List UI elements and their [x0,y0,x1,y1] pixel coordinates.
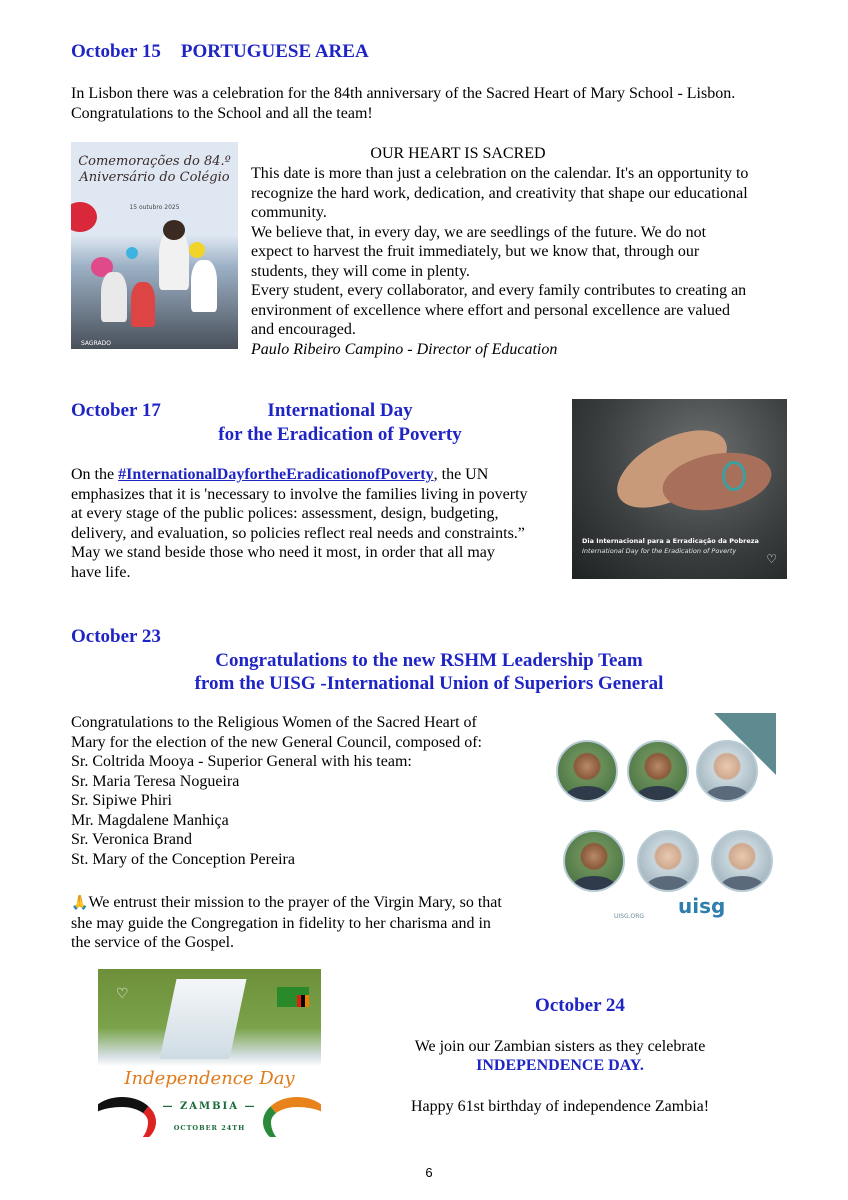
sec1-line: This date is more than just a celebration on the calendar. It's an opportunity to [251,165,749,182]
sec1-line: Every student, every collaborator, and every family contributes to creating an [251,282,747,299]
poverty-caption-en: International Day for the Eradication of Poverty [582,547,737,555]
sagrado-logo: SAGRADO [81,340,111,347]
portrait-6 [711,830,773,892]
sec2-title-1: International Day [267,400,413,421]
prayer-line: the service of the Gospel. [71,934,235,951]
victoria-falls [159,979,246,1059]
sec2-line: emphasizes that it is 'necessary to involve the families living in poverty [71,485,528,503]
child-figure-2 [191,260,217,312]
sec1-line: students, they will come in plenty. [251,262,470,280]
sec1-title: PORTUGUESE AREA [180,41,369,62]
sec2-date: October 17 [71,400,161,421]
on-the-text: On the [71,466,119,483]
council-member: Sr. Sipiwe Phiri [71,792,172,809]
sec1-line: expect to harvest the fruit immediately, but we know that, through our [251,243,700,260]
child-head [163,220,185,240]
zambia-image-date: OCTOBER 24TH [173,1124,246,1132]
sec3-line: Sr. Coltrida Mooya - Superior General with his team: [71,753,412,770]
poverty-caption-pt: Dia Internacional para a Erradicação da Pobreza [582,537,759,545]
sec2-title-2: for the Eradication of Poverty [218,424,462,445]
sec4-date: October 24 [535,995,625,1016]
sec2-line-1 [71,465,566,485]
zambia-image-title: Independence Day [124,1068,295,1089]
prayer-paragraph [71,893,541,953]
sec3-title-1: Congratulations to the new RSHM Leadership Team [215,650,643,671]
sec4-line-1: We join our Zambian sisters as they celebrate [414,1038,706,1055]
council-member: Sr. Veronica Brand [71,831,193,848]
portrait-4 [563,830,625,892]
zambia-image-country: — ZAMBIA — [162,1101,257,1112]
sec1-line: and encouraged. [251,321,356,338]
portrait-3 [696,740,758,802]
sec2-line: May we stand beside those who need it most, in order that all may [71,544,495,561]
signature: Paulo Ribeiro Campino - Director of Education [251,340,558,358]
sec1-line: recognize the hard work, dedication, and creativity that shape our educational [251,184,748,202]
sec4-line-3: Happy 61st birthday of independence Zambia! [410,1098,710,1115]
zambia-flag-icon [277,987,309,1007]
sec3-body [71,713,541,869]
poverty-hashtag-link[interactable]: #InternationalDayfortheEradicationofPoverty [118,466,434,483]
prayer-line: she may guide the Congregation in fidelity to her charisma and in [71,914,491,932]
child-figure-4 [131,282,155,327]
poverty-day-image [572,399,787,579]
school-image-date: 15 outubro 2025 [129,204,180,211]
sec2-line: delivery, and evaluation, so policies reflect real needs and constraints.” [71,524,525,542]
uisg-logo: uisg [678,894,726,918]
praying-hands-icon: 🙏 [71,896,89,911]
child-figure-3 [101,272,127,322]
council-member: Sr. Maria Teresa Nogueira [71,772,240,790]
pompom-yellow [189,242,205,258]
sec1-line: We believe that, in every day, we are seedlings of the future. We do not [251,223,707,241]
school-image-title-2: Aniversário do Colégio [79,170,230,185]
sec2-body [71,465,566,582]
prayer-text: We entrust their mission to the prayer of the Virgin Mary, so that [88,894,502,911]
sec1-intro-1: In Lisbon there was a celebration for the 84th anniversary of the Sacred Heart of Mary School - Lisbon. [71,85,736,102]
sec1-body [251,164,796,359]
sec1-intro-2: Congratulations to the School and all the team! [71,105,373,122]
pompom-blue [126,247,138,259]
sec1-heading [71,42,369,62]
zambia-independence-image [98,969,321,1137]
sec1-line: environment of excellence where effort and personal excellence are valued [251,301,731,319]
portrait-2 [627,740,689,802]
sec2-line: , the UN [433,466,489,483]
pompom-red [71,202,97,232]
sec1-line: community. [251,204,327,221]
sec1-date: October 15 [71,41,161,62]
school-anniversary-image [71,142,238,349]
quote-title: OUR HEART IS SACRED [370,145,546,162]
prayer-line-1 [71,893,541,914]
portrait-5 [637,830,699,892]
council-member: Mr. Magdalene Manhiça [71,811,229,829]
sec3-title-2: from the UISG -International Union of Superiors General [194,673,664,694]
sec2-line: at every stage of the public polices: assessment, design, budgeting, [71,505,499,522]
heart-logo-icon: ♡ [116,987,129,1002]
sec4-line-2: INDEPENDENCE DAY. [476,1057,644,1074]
page-number: 6 [425,1165,433,1180]
council-member: St. Mary of the Conception Pereira [71,850,295,868]
sec3-line: Mary for the election of the new General Council, composed of: [71,733,482,751]
school-image-title-1: Comemorações do 84.º [78,154,231,169]
sec3-line: Congratulations to the Religious Women of the Sacred Heart of [71,714,477,731]
portrait-1 [556,740,618,802]
uisg-url: UISG.ORG [614,913,645,920]
bracelet-icon [722,461,746,491]
heart-logo-icon: ♡ [766,551,777,566]
sec3-date: October 23 [71,626,161,647]
sec2-line: have life. [71,563,131,581]
